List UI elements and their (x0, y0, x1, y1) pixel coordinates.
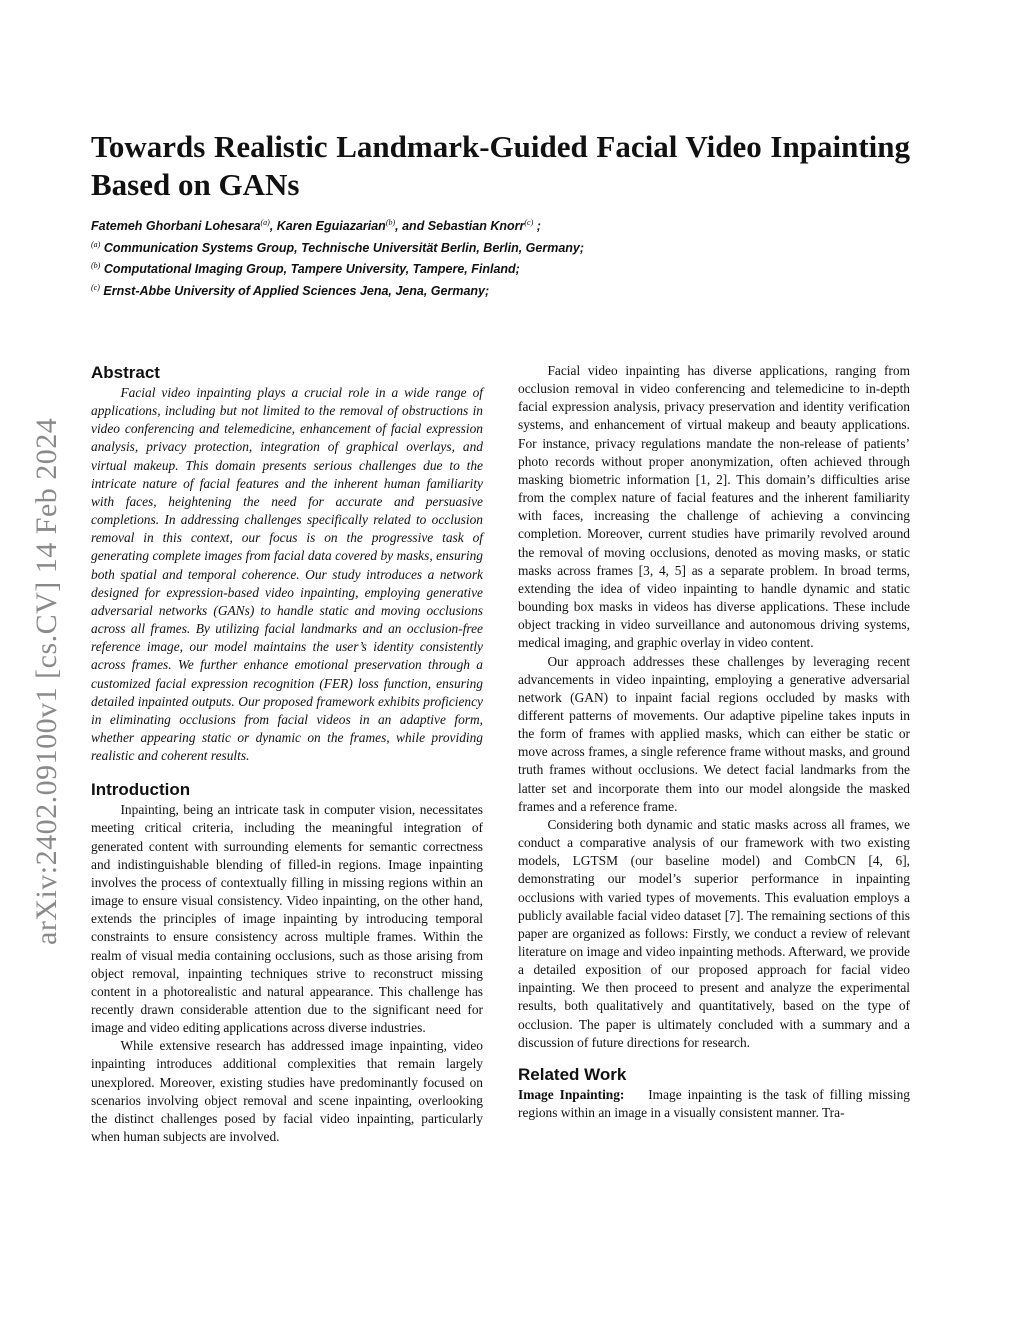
paper-title (91, 128, 921, 204)
intro-paragraph-5: Considering both dynamic and static masks across all frames, we conduct a comparative analysis of our framework with two existing models, LGTSM (our baseline model) and CombCN [4, 6], demonstrating our model’s superior performance in inpainting occlusions with varied types of movements. This evaluation employs a publicly available facial video dataset [7]. The remaining sections of this paper are organized as follows: Firstly, we conduct a review of relevant literature on image and video inpainting methods. Afterward, we provide a detailed exposition of our proposed approach for facial video inpainting. We then proceed to present and analyze the experimental results, both qualitatively and quantitatively, based on the type of occlusion. The paper is ultimately concluded with a summary and a discussion of future directions for research. (518, 816, 910, 1050)
intro-paragraph-3: Facial video inpainting has diverse applications, ranging from occlusion removal in video conferencing and telemedicine to in-depth facial expression analysis, privacy preservation and identity verification systems, and enhancement of virtual makeup and beauty applications. For instance, privacy regulations mandate the non-release of patients’ photo records without proper anonymization, often achieved through masking biometric information [1, 2]. This domain’s difficulties arise from the complex nature of facial features and the inherent familiarity with faces, increasing the challenge of achieving a convincing completion. Moreover, current studies have primarily revolved around the removal of moving occlusions, denoted as moving masks, or static masks across frames [3, 4, 5] as a separate problem. In broad terms, extending the idea of video inpainting to handle dynamic and static bounding box masks in videos has diverse applications. These include object tracking in video surveillance and autonomous driving systems, medical imaging, and graphic overlay in video content. (518, 363, 910, 651)
author-2: , Karen Eguiazarian (269, 219, 386, 234)
affiliation-a-mark: (a) (91, 239, 101, 249)
related-work-heading: Related Work (518, 1064, 627, 1084)
affiliation-b-text: Computational Imaging Group, Tampere University, Tampere, Finland; (103, 262, 520, 277)
affiliation-a (91, 236, 921, 258)
author-end: ; (536, 219, 541, 234)
author-3: , and Sebastian Knorr (395, 219, 525, 234)
affiliation-b-mark: (b) (91, 261, 101, 271)
intro-paragraph-2: While extensive research has addressed image inpainting, video inpainting introduces additional complexities that remain largely unexplored. Moreover, existing studies have predominantly focused on scenarios involving object removal and scene inpainting, overlooking the distinct challenges posed by facial video inpainting, particularly when human subjects are involved. (91, 1038, 483, 1145)
related-work-text: Image inpainting is the task of filling missing regions within an image in a visually consistent manner. Tra- (518, 1086, 911, 1121)
arxiv-identifier: arXiv:2402.09100v1 [cs.CV] 14 Feb 2024 (30, 417, 63, 945)
abstract-text: Facial video inpainting plays a crucial role in a wide range of applications, including but not limited to the removal of obstructions in video conferencing and telemedicine, enhancement of facial expression analysis, privacy protection, integration of graphical overlays, and virtual makeup. This domain presents serious challenges due to the intricate nature of facial features and the inherent human familiarity with faces, heightening the need for accurate and persuasive completions. In addressing challenges specifically related to occlusion removal in this context, our focus is on the progressive task of generating complete images from facial data covered by masks, ensuring both spatial and temporal coherence. Our study introduces a network designed for expression-based video inpainting, employing generative adversarial networks (GANs) to handle static and moving occlusions across all frames. By utilizing facial landmarks and an occlusion-free reference image, our model maintains the user’s identity consistently across frames. We further enhance emotional preservation through a customized facial expression recognition (FER) loss function, ensuring detailed inpainted outputs. Our proposed framework exhibits proficiency in eliminating occlusions from facial videos in an adaptive form, whether appearing static or dynamic on the frames, while providing realistic and coherent results. (91, 385, 483, 764)
author-2-mark: (b) (385, 218, 396, 227)
abstract-heading: Abstract (91, 363, 160, 382)
left-column (91, 362, 483, 1146)
author-block (91, 214, 921, 301)
author-1: Fatemeh Ghorbani Lohesara (91, 219, 261, 234)
intro-paragraph-4: Our approach addresses these challenges by leveraging recent advancements in video inpainting, employing a generative adversarial network (GAN) to inpaint facial regions occluded by masks with different patterns of movements. Our adaptive pipeline takes inputs in the form of frames with applied masks, which can either be static or move across frames, a single reference frame without masks, and ground truth frames without occlusions. We detect facial landmarks from the latter set and incorporate them into our model alongside the masked frames and a reference frame. (518, 653, 910, 814)
author-3-mark: (c) (524, 218, 534, 227)
affiliation-b (91, 257, 921, 279)
title-line-2: Based on GANs (91, 167, 300, 202)
author-1-mark: (a) (260, 218, 270, 227)
affiliation-c (91, 279, 921, 301)
affiliation-c-text: Ernst-Abbe University of Applied Sciences Jena, Jena, Germany; (103, 284, 490, 299)
title-line-1: Towards Realistic Landmark-Guided Facial Video Inpainting (91, 129, 910, 164)
author-list (91, 214, 921, 236)
intro-paragraph-1: Inpainting, being an intricate task in computer vision, necessitates meeting critical criteria, including the meaningful integration of generated content with surrounding elements for semantic correctness and indistinguishable blending of filled-in regions. Image inpainting involves the process of contextually filling in missing regions within an image to ensure visual consistency. Video inpainting, on the other hand, extends the principles of image inpainting by introducing temporal constraints to ensure consistency across multiple frames. Within the realm of visual media containing occlusions, such as those arising from object removal, inpainting techniques strive to reconstruct missing content in a photorealistic and natural appearance. This challenge has recently drawn considerable attention due to the significant need for image and video editing applications across diverse industries. (91, 802, 483, 1036)
affiliation-c-mark: (c) (91, 282, 100, 292)
related-work-paragraph (518, 1086, 910, 1122)
introduction-heading: Introduction (91, 780, 191, 800)
image-inpainting-runin: Image Inpainting: (518, 1086, 625, 1102)
right-column (518, 362, 910, 1122)
affiliation-a-text: Communication Systems Group, Technische Universität Berlin, Berlin, Germany; (103, 240, 585, 255)
